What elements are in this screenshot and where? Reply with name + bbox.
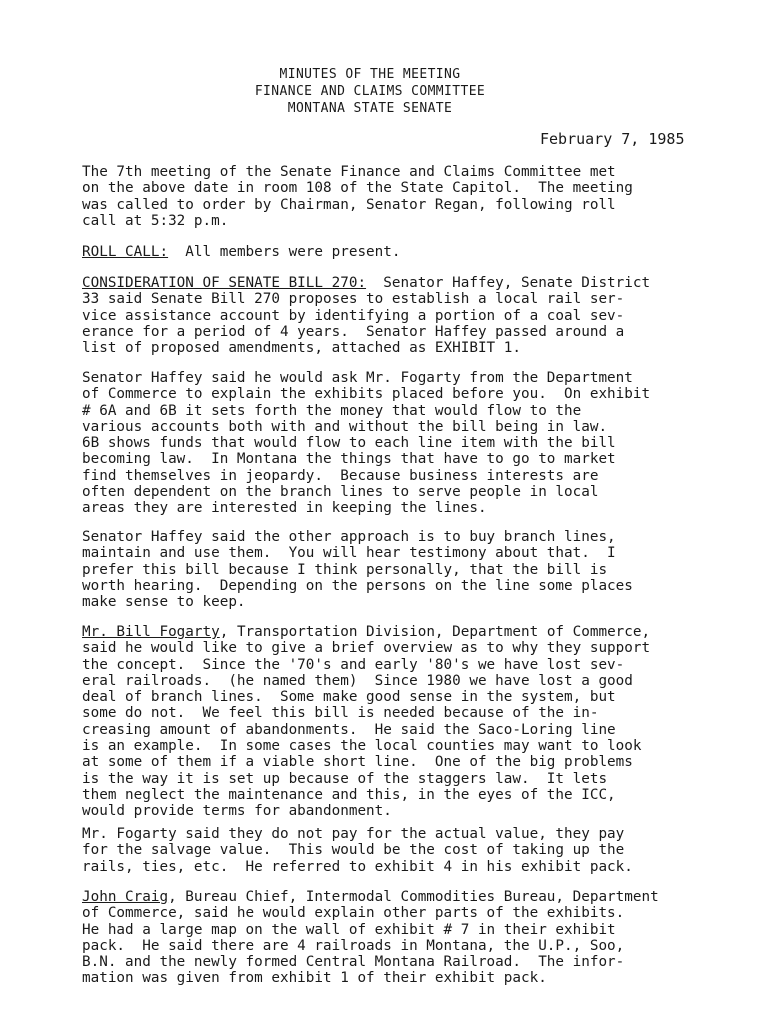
text-line: the concept. Since the '70's and early '80's we have lost sev- <box>82 656 625 673</box>
text-line: of Commerce to explain the exhibits placed before you. On exhibit <box>82 386 651 403</box>
text-line: for the salvage value. This would be the cost of taking up the <box>82 842 625 859</box>
text-line: find themselves in jeopardy. Because business interests are <box>82 467 599 484</box>
text-line: maintain and use them. You will hear testimony about that. I <box>82 545 616 562</box>
paragraph-fogarty-testimony <box>82 624 742 820</box>
text-line: erance for a period of 4 years. Senator Haffey passed around a <box>82 323 625 340</box>
paragraph-fogarty-salvage <box>82 826 742 875</box>
text-line: mation was given from exhibit 1 of their exhibit pack. <box>82 970 547 987</box>
speaker-title-craig: , Bureau Chief, Intermodal Commodities Bureau, Department <box>168 889 659 905</box>
bill-heading: CONSIDERATION OF SENATE BILL 270: <box>82 275 367 291</box>
text-line <box>82 275 742 291</box>
text-line: The 7th meeting of the Senate Finance and Claims Committee met <box>82 164 616 180</box>
text-line: would provide terms for abandonment. <box>82 803 392 820</box>
paragraph-senate-bill-270 <box>82 275 742 356</box>
text-line: becoming law. In Montana the things that have to go to market <box>82 451 616 468</box>
paragraph-haffey-exhibits <box>82 370 742 517</box>
speaker-title-fogarty: , Transportation Division, Department of Commerce, <box>219 624 651 640</box>
paragraph-roll-call <box>82 244 742 260</box>
paragraph-craig-testimony <box>82 889 742 987</box>
text-line: vice assistance account by identifying a portion of a coal sev- <box>82 307 625 324</box>
text-line: make sense to keep. <box>82 594 246 611</box>
text-line: rails, ties, etc. He referred to exhibit 4 in his exhibit pack. <box>82 858 633 875</box>
text-line: Senator Haffey said the other approach is to buy branch lines, <box>82 529 616 545</box>
roll-call-text: All members were present. <box>168 244 401 260</box>
text-line: areas they are interested in keeping the lines. <box>82 500 487 517</box>
text-line <box>82 244 742 260</box>
text-line: pack. He said there are 4 railroads in Montana, the U.P., Soo, <box>82 937 625 954</box>
text-line: 33 said Senate Bill 270 proposes to establish a local rail ser- <box>82 291 625 308</box>
speaker-name-fogarty: Mr. Bill Fogarty <box>82 624 220 640</box>
text-line <box>82 624 742 640</box>
text-line: of Commerce, said he would explain other parts of the exhibits. <box>82 905 625 922</box>
text-line: often dependent on the branch lines to serve people in local <box>82 484 599 501</box>
document-heading <box>0 66 740 117</box>
text-line: He had a large map on the wall of exhibit # 7 in their exhibit <box>82 921 616 938</box>
roll-call-heading: ROLL CALL: <box>82 244 169 260</box>
text-line: worth hearing. Depending on the persons on the line some places <box>82 577 633 594</box>
text-line: is an example. In some cases the local counties may want to look <box>82 738 642 755</box>
text-line: is the way it is set up because of the staggers law. It lets <box>82 770 608 787</box>
text-line: 6B shows funds that would flow to each line item with the bill <box>82 435 616 452</box>
text-line: some do not. We feel this bill is needed because of the in- <box>82 705 599 722</box>
heading-line-2: FINANCE AND CLAIMS COMMITTEE <box>254 84 486 99</box>
text-line: call at 5:32 p.m. <box>82 212 229 229</box>
text-line: on the above date in room 108 of the State Capitol. The meeting <box>82 180 633 197</box>
text-line <box>82 889 742 905</box>
text-line: Mr. Fogarty said they do not pay for the actual value, they pay <box>82 826 625 842</box>
bill-heading-rest: Senator Haffey, Senate District <box>366 275 651 291</box>
text-line: said he would like to give a brief overview as to why they support <box>82 640 651 657</box>
speaker-name-craig: John Craig <box>82 889 169 905</box>
text-line: eral railroads. (he named them) Since 1980 we have lost a good <box>82 672 633 689</box>
text-line: them neglect the maintenance and this, in the eyes of the ICC, <box>82 786 616 803</box>
text-line: Senator Haffey said he would ask Mr. Fogarty from the Department <box>82 370 633 386</box>
text-line: # 6A and 6B it sets forth the money that would flow to the <box>82 402 582 419</box>
heading-line-1: MINUTES OF THE MEETING <box>279 67 461 82</box>
text-line: various accounts both with and without the bill being in law. <box>82 418 608 435</box>
meeting-date: February 7, 1985 <box>540 130 685 148</box>
paragraph-haffey-approach <box>82 529 742 610</box>
text-line: creasing amount of abandonments. He said the Saco-Loring line <box>82 721 616 738</box>
text-line: B.N. and the newly formed Central Montana Railroad. The infor- <box>82 954 625 971</box>
text-line: at some of them if a viable short line. One of the big problems <box>82 754 633 771</box>
paragraph-opening <box>82 164 742 229</box>
text-line: was called to order by Chairman, Senator Regan, following roll <box>82 196 616 213</box>
heading-line-3: MONTANA STATE SENATE <box>287 101 453 116</box>
text-line: list of proposed amendments, attached as EXHIBIT 1. <box>82 340 521 357</box>
text-line: prefer this bill because I think personally, that the bill is <box>82 561 608 578</box>
text-line: deal of branch lines. Some make good sense in the system, but <box>82 689 616 706</box>
